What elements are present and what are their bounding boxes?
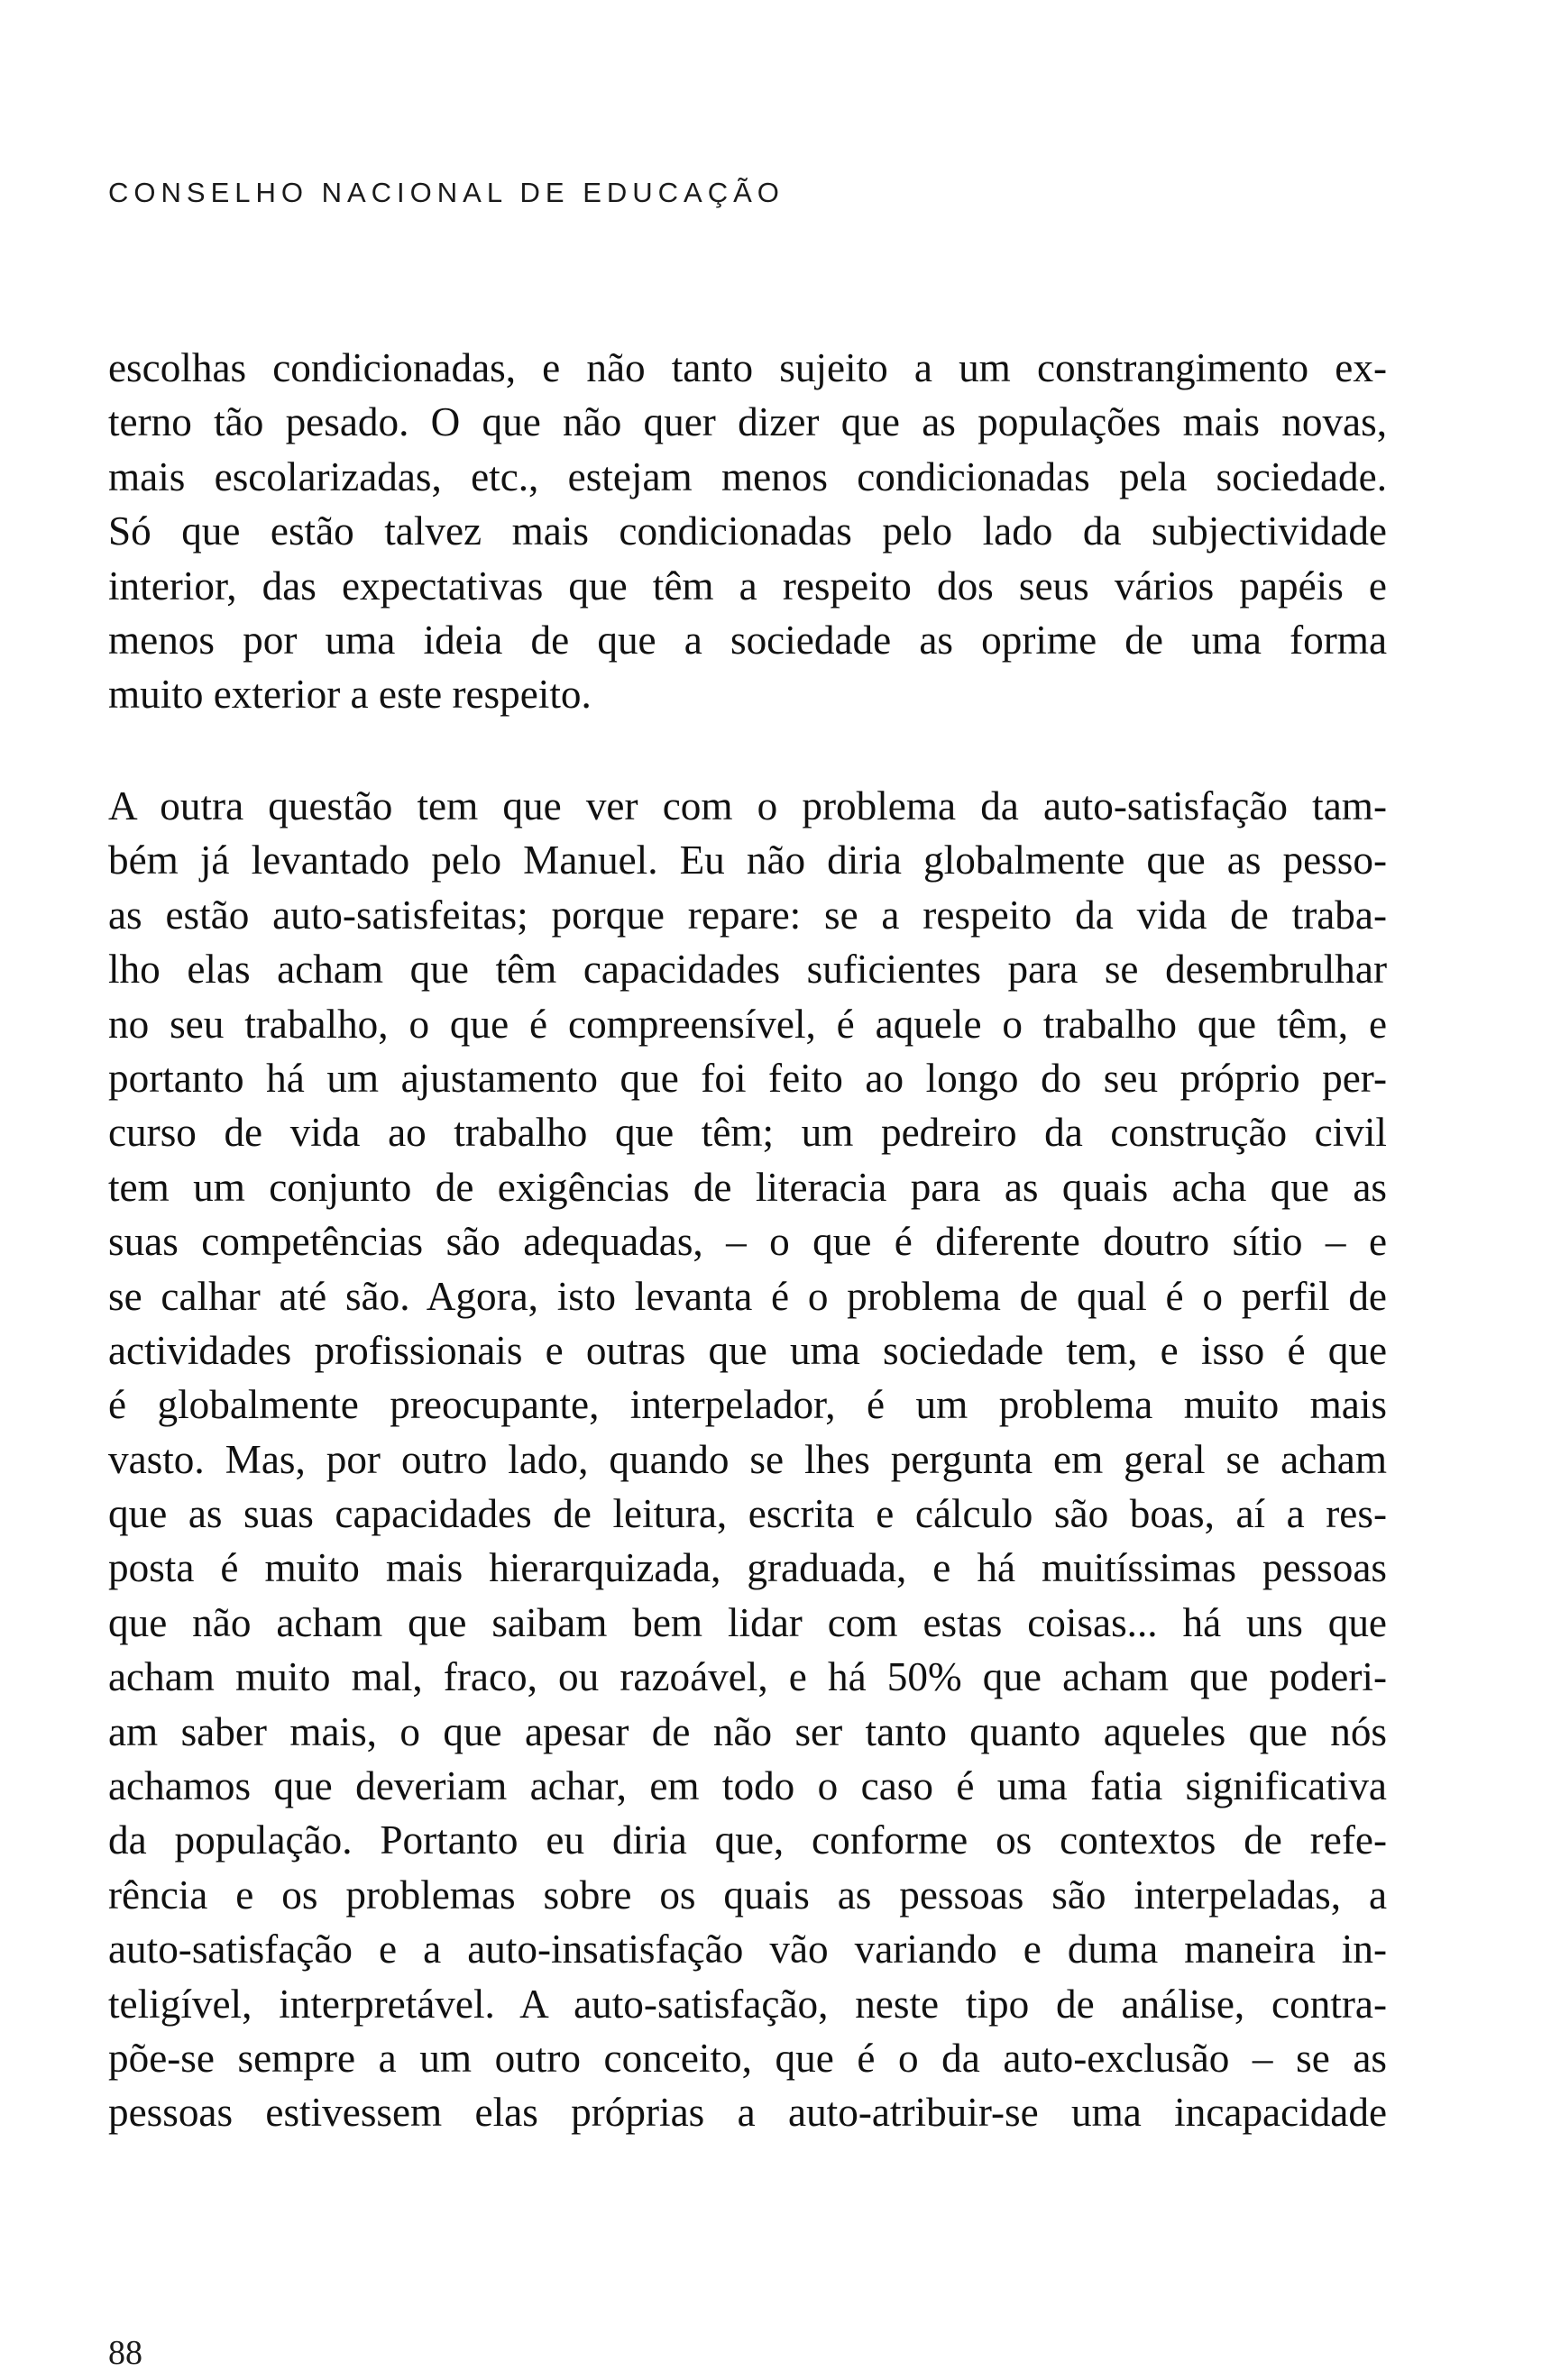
text-line: Só que estão talvez mais condicionadas pelo lado da subjectividade	[108, 508, 1387, 554]
text-line: terno tão pesado. O que não quer dizer que as populações mais novas,	[108, 399, 1387, 445]
text-line: interior, das expectativas que têm a respeito dos seus vários papéis e	[108, 563, 1387, 609]
text-line: vasto. Mas, por outro lado, quando se lhes pergunta em geral se acham	[108, 1436, 1387, 1482]
text-line: actividades profissionais e outras que uma sociedade tem, e isso é que	[108, 1327, 1387, 1373]
text-line: mais escolarizadas, etc., estejam menos condicionadas pela sociedade.	[108, 453, 1387, 499]
text-line: que as suas capacidades de leitura, escrita e cálculo são boas, aí a res-	[108, 1491, 1387, 1537]
text-line: teligível, interpretável. A auto-satisfação, neste tipo de análise, contra-	[108, 1981, 1387, 2027]
text-line: tem um conjunto de exigências de literacia para as quais acha que as	[108, 1164, 1387, 1210]
text-line: achamos que deveriam achar, em todo o caso é uma fatia significativa	[108, 1763, 1387, 1809]
text-line: rência e os problemas sobre os quais as pessoas são interpeladas, a	[108, 1872, 1387, 1918]
text-line: da população. Portanto eu diria que, conforme os contextos de refe-	[108, 1817, 1387, 1863]
text-line: acham muito mal, fraco, ou razoável, e há 50% que acham que poderi-	[108, 1654, 1387, 1700]
text-line: posta é muito mais hierarquizada, graduada, e há muitíssimas pessoas	[108, 1545, 1387, 1591]
page-number: 88	[108, 2334, 142, 2372]
text-line: suas competências são adequadas, – o que é diferente doutro sítio – e	[108, 1219, 1387, 1265]
text-line: muito exterior a este respeito.	[108, 672, 592, 718]
text-line: se calhar até são. Agora, isto levanta é o problema de qual é o perfil de	[108, 1273, 1387, 1319]
text-line: menos por uma ideia de que a sociedade as oprime de uma forma	[108, 617, 1387, 663]
text-line: escolhas condicionadas, e não tanto sujeito a um constrangimento ex-	[108, 345, 1387, 390]
text-line: auto-satisfação e a auto-insatisfação vão variando e duma maneira in-	[108, 1927, 1387, 1973]
text-line: lho elas acham que têm capacidades suficientes para se desembrulhar	[108, 947, 1387, 993]
paragraph-1	[108, 341, 1387, 722]
text-line: põe-se sempre a um outro conceito, que é o da auto-exclusão – se as	[108, 2035, 1387, 2081]
text-line: A outra questão tem que ver com o problema da auto-satisfação tam-	[108, 783, 1387, 828]
text-line: bém já levantado pelo Manuel. Eu não diria globalmente que as pesso-	[108, 838, 1387, 883]
text-line: que não acham que saibam bem lidar com estas coisas... há uns que	[108, 1599, 1387, 1645]
text-line: curso de vida ao trabalho que têm; um pedreiro da construção civil	[108, 1110, 1387, 1156]
text-line: as estão auto-satisfeitas; porque repare: se a respeito da vida de traba-	[108, 892, 1387, 938]
paragraph-2	[108, 779, 1387, 2140]
text-line: pessoas estivessem elas próprias a auto-atribuir-se uma incapacidade	[108, 2090, 1387, 2136]
text-line: é globalmente preocupante, interpelador, é um problema muito mais	[108, 1382, 1387, 1428]
text-line: portanto há um ajustamento que foi feito ao longo do seu próprio per-	[108, 1055, 1387, 1101]
text-line: am saber mais, o que apesar de não ser tanto quanto aqueles que nós	[108, 1708, 1387, 1754]
running-header: CONSELHO NACIONAL DE EDUCAÇÃO	[108, 177, 785, 208]
text-line: no seu trabalho, o que é compreensível, é aquele o trabalho que têm, e	[108, 1001, 1387, 1047]
